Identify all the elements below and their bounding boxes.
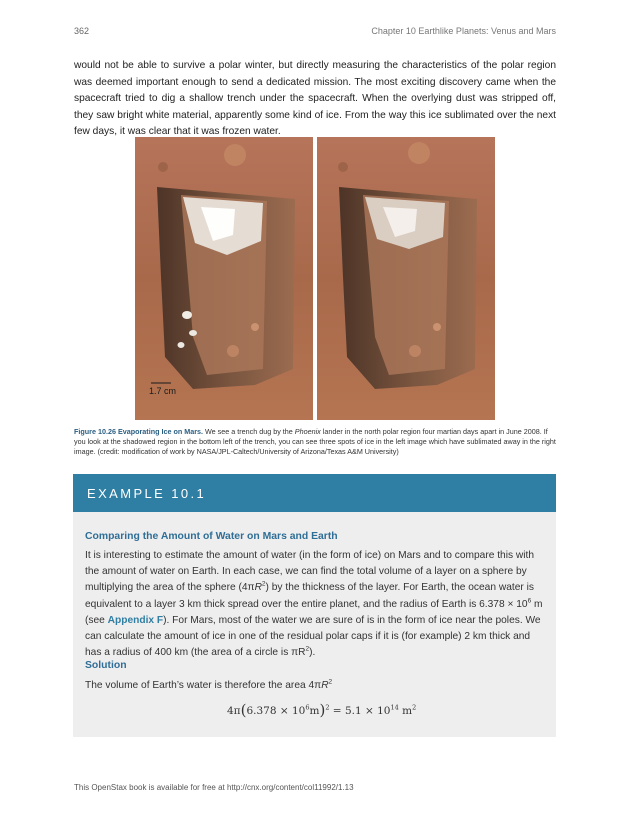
body-paragraph: would not be able to survive a polar winter, but directly measuring the characteristics of the polar region was deemed important enough to send a dedicated mission. The most exciting discovery came when the spacecraft tried to dig a shallow trench under the spacecraft. When the overlying dust was stripped off, they saw bright white material, apparently some kind of ice. From the way this ice sublimated over the next few days, it was clear that it was frozen water.: [74, 60, 556, 138]
running-head: Chapter 10 Earthlike Planets: Venus and Mars: [371, 26, 556, 36]
figure-label: Figure 10.26 Evaporating Ice on Mars.: [74, 427, 204, 436]
caption-text-2: lander in the north polar region four martian days apart in June 2008. If you look at the shadowed region in the bottom left of the trench, you can see three spots of ice in the left image which have sublimated away in the right image. (credit: modification of work by NASA/JPL-Caltech/University of Arizona/Texas A&M University): [74, 427, 556, 456]
example-paragraph: It is interesting to estimate the amount of water (in the form of ice) on Mars and to compare this with the amount of water on Earth. In each case, we can find the total volume of a layer on a sphere by multiplying the area of the sphere $(4\pi R^2)$ by the thickness of the layer. For Earth, the ocean water is equivalent to a layer 3 km thick spread over the entire planet, and the radius of Earth is $6.378 \times 10^6$ m (see Appendix F). For Mars, most of the water we are sure of is in the form of ice near the poles. We can calculate the amount of ice in one of the residual polar caps if it is (for example) 2 km thick and has a radius of 400 km (the area of a circle is $\pi R^2$).: [85, 550, 543, 659]
left-photo: [135, 137, 313, 420]
solution-heading: Solution: [85, 660, 127, 671]
equation: $4\pi(6.378 \times 10^6m)^2 = 5.1 \times 10^{14}$ $m^2$: [227, 701, 417, 719]
example-title: EXAMPLE 10.1: [87, 486, 207, 501]
footer: This OpenStax book is available for free at http://cnx.org/content/col11992/1.13: [74, 783, 354, 792]
page-number: 362: [74, 26, 90, 36]
right-photo: [317, 137, 495, 420]
caption-text-1: We see a trench dug by the: [203, 427, 295, 436]
appendix-link[interactable]: Appendix F: [107, 614, 164, 626]
trench-photo-pair: [135, 137, 495, 420]
caption-italic: Phoenix: [294, 427, 321, 436]
example-box: [73, 474, 556, 737]
scale-label: 1.7 cm: [149, 386, 177, 396]
solution-text: The volume of Earth’s water is therefore the area $4\pi R^2$: [85, 678, 333, 691]
figure-caption: [74, 427, 556, 457]
figure-photo: [135, 137, 495, 420]
example-subtitle: Comparing the Amount of Water on Mars and Earth: [85, 531, 338, 542]
example-header: [73, 474, 556, 512]
